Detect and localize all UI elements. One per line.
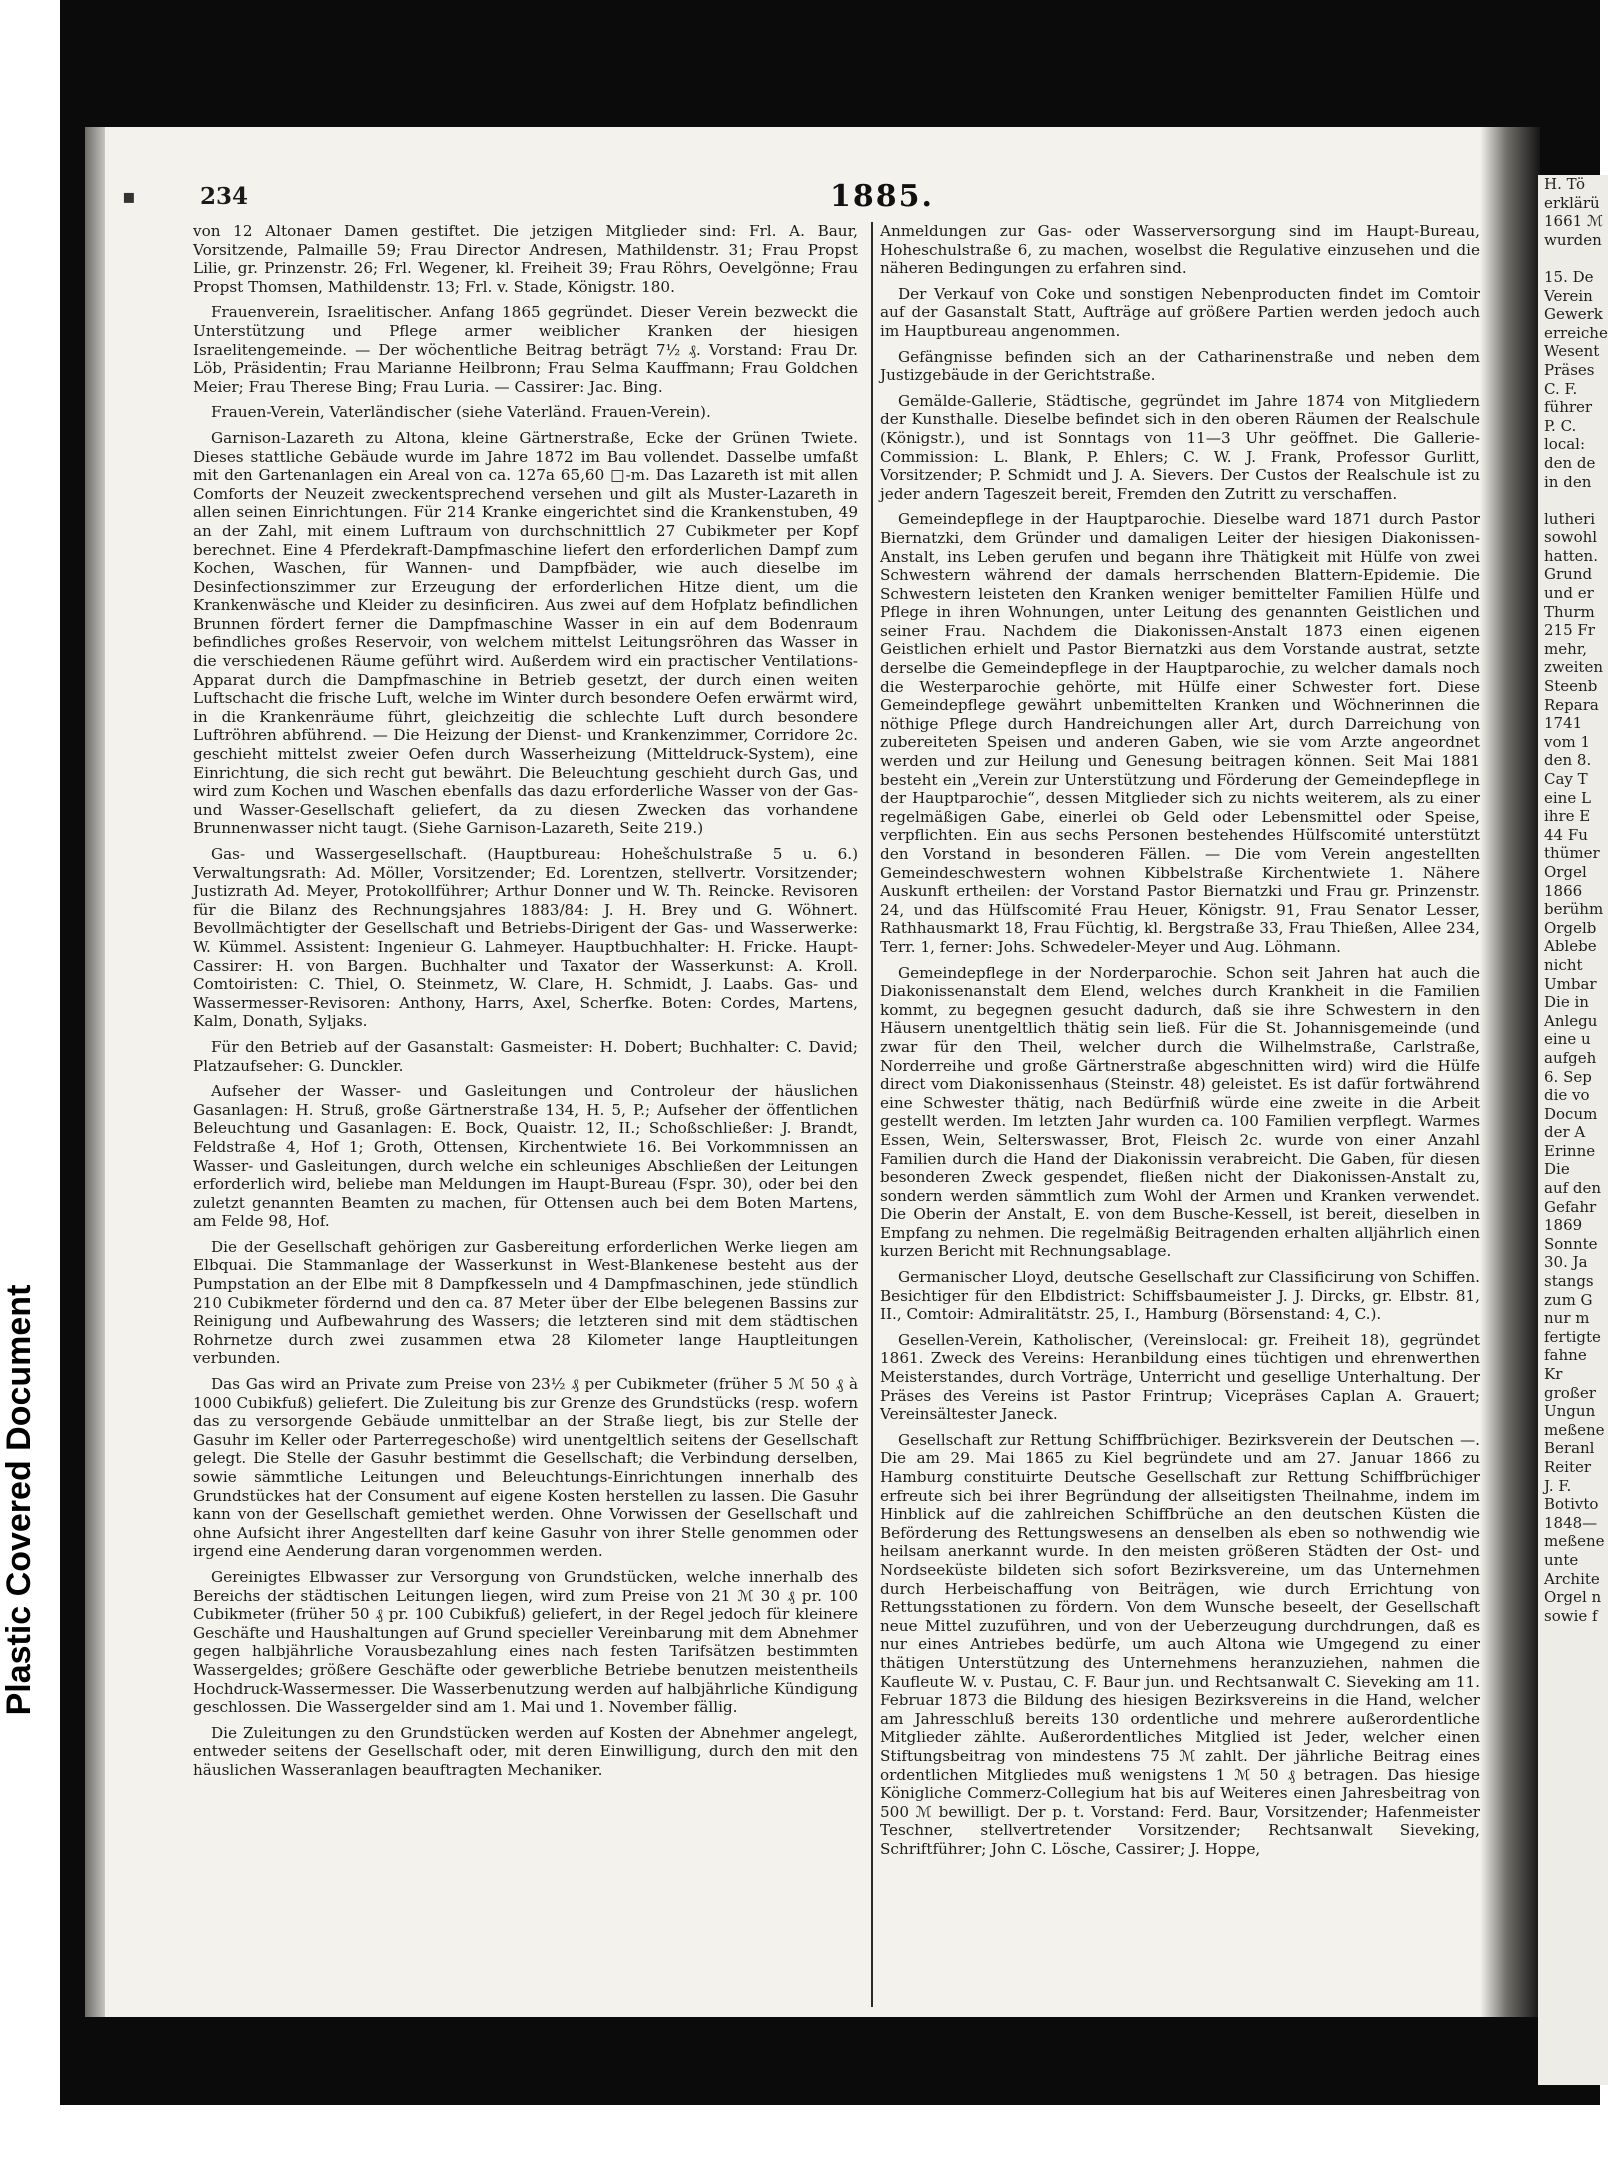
right-column-paragraph: Gesellschaft zur Rettung Schiffbrüchiger. Bezirksverein der Deutschen —. Die am 29. Mai 1865 zu Kiel begründete und am 27. Januar 1866 zu Hamburg constituirte Deutsche Gesellschaft zur Rettung Schiffbrüchiger erfreute sich bei ihrer Begründung der allseitigsten Theilnahme, indem im Hinblick auf die zahlreichen Schiffbrüche an den deutschen Küsten die Beförderung des Rettungswesens an denselben als eben so nothwendig wie heilsam anerkannt wurde. In den meisten größeren Städten der Ost- und Nordseeküste bildeten sich sofort Bezirksvereine, um das Unternehmen durch Herbeischaffung von Beiträgen, wie durch Errichtung von Rettungsstationen zu fördern. Von dem Wunsche beseelt, der Gesellschaft neue Mittel zuzuführen, und von der Ueberzeugung durchdrungen, daß es nur eines Antriebes bedürfe, um auch Altona wie Umgegend zu einer thätigen Unterstützung des Unternehmens heranzuziehen, nahmen die Kaufleute W. v. Pustau, C. F. Baur jun. und Rechtsanwalt C. Sieveking am 11. Februar 1873 die Bildung des hiesigen Bezirksvereins in die Hand, welcher am Jahresschluß bereits 130 ordentliche und mehrere außerordentliche Mitglieder zählte. Außerordentliches Mitglied ist Jeder, welcher einen Stiftungsbeitrag von mindestens 75 ℳ zahlt. Der jährliche Beitrag eines ordentlichen Mitgliedes muß wenigstens 1 ℳ 50 ₰ betragen. Das hiesige Königliche Commerz-Collegium hat bis auf Weiteres einen Jahresbeitrag von 500 ℳ bewilligt. Der p. t. Vorstand: Ferd. Baur, Vorsitzender; Hafenmeister Teschner, stellvertretender Vorsitzender; Rechtsanwalt Sieveking, Schriftführer; John C. Lösche, Cassirer; J. Hoppe, (880, 1430, 1480, 1858)
next-page-fragment: der A (1544, 1123, 1586, 1142)
right-column-paragraph: Gemeindepflege in der Norderparochie. Schon seit Jahren hat auch die Diakonissenanstalt dem Elend, welches durch Krankheit in die Familien kommt, zu begegnen gesucht dadurch, daß sie ihre Schwestern in den Häusern unentgeltlich thätig sein ließ. Für die St. Johannisgemeinde (und zwar für den Theil, welcher durch die Wilhelmstraße, Carlstraße, Norderreihe und große Gärtnerstraße abgeschnitten wird) wird die Hülfe direct vom Diakonissenhaus (Steinstr. 48) geleistet. Es ist dafür fortwährend eine Schwester thätig, nach Bedürfniß würde eine zweite in die Arbeit gestellt werden. Im letzten Jahr wurden ca. 100 Familien verpflegt. Warmes Essen, Wein, Selterswasser, Brot, Fleisch 2c. wurde von einer Anzahl Familien durch die Hand der Diakonissin verabreicht. Die Gaben, für diesen besonderen Zweck gespendet, fließen nicht der Diakonissen-Anstalt zu, sondern werden sämmtlich zum Wohl der Armen und Kranken verwendet. Die Oberin der Anstalt, E. von dem Busche-Kessell, ist bereit, dieselben in Empfang zu nehmen. Die regelmäßig Beitragenden erhalten alljährlich einen kurzen Bericht mit Rechnungsablage. (880, 963, 1480, 1261)
next-page-fragment: local: (1544, 435, 1586, 454)
next-page-fragment: H. Tö (1544, 175, 1586, 193)
page-edge-shadow (85, 127, 105, 2017)
next-page-fragment: zum G (1544, 1290, 1593, 1309)
next-page-fragment: hatten. (1544, 546, 1598, 565)
next-page-fragment: vom 1 (1544, 732, 1591, 751)
next-page-fragment: eine L (1544, 788, 1591, 807)
next-page-fragment: aufgeh (1544, 1048, 1597, 1067)
next-page-fragment: großer (1544, 1383, 1596, 1402)
next-page-fragment: berühm (1544, 900, 1604, 919)
next-page-fragment: Thurm (1544, 602, 1595, 621)
right-column-paragraph: Gesellen-Verein, Katholischer, (Vereinslocal: gr. Freiheit 18), gegründet 1861. Zweck des Vereins: Heranbildung eines tüchtigen und ehrenwerthen Meisterstandes, durch Vorträge, Unterricht und gesellige Unterhaltung. Der Präses des Vereins ist Pastor Frintrup; Vicepräses Caplan A. Grauert; Vereinsältester Janeck. (880, 1330, 1480, 1424)
next-page-fragment: nur m (1544, 1309, 1590, 1328)
left-column-paragraph: Gereinigtes Elbwasser zur Versorgung von Grundstücken, welche innerhalb des Bereichs der städtischen Leitungen liegen, wird zum Preise von 21 ℳ 30 ₰ pr. 100 Cubikmeter (früher 50 ₰ pr. 100 Cubikfuß) geliefert, in der Regel jedoch für kleinere Geschäfte und Haushaltungen auf Grund specieller Vereinbarung mit dem Abnehmer gegen halbjährliche Vorausbezahlung eines nach festen Tarifsätzen bestimmten Wassergeldes; größere Geschäfte oder gewerbliche Betriebe benutzen meistentheils Hochdruck-Wassermesser. Die Wasserbenutzung werden auf halbjährliche Kündigung geschlossen. Die Wassergelder sind am 1. Mai und 1. November fällig. (193, 1567, 858, 1717)
next-page-fragment: Archite (1544, 1569, 1600, 1588)
left-column-paragraph: Frauenverein, Israelitischer. Anfang 1865 gegründet. Dieser Verein bezweckt die Unterstützung und Pflege armer weiblicher Kranken der hiesigen Israelitengemeinde. — Der wöchentliche Beitrag beträgt 7½ ₰. Vorstand: Frau Dr. Löb, Präsidentin; Frau Marianne Heilbronn; Frau Selma Kauffmann; Frau Goldchen Meier; Frau Therese Bing; Frau Luria. — Cassirer: Jac. Bing. (193, 303, 858, 396)
book-spine (1480, 127, 1540, 2017)
column-divider (871, 222, 873, 2007)
right-column-paragraph: Anmeldungen zur Gas- oder Wasserversorgung sind im Haupt-Bureau, Hoheschulstraße 6, zu machen, woselbst die Regulative einzusehen und die näheren Bedingungen zu erfahren sind. (880, 222, 1480, 278)
page-number: 234 (200, 183, 249, 210)
next-page-fragment: Wesent (1544, 342, 1600, 361)
next-page-fragment: Repara (1544, 695, 1599, 714)
next-page-fragment: in den (1544, 472, 1592, 491)
next-page-fragment: erklärü (1544, 193, 1600, 212)
next-page-fragment: 1661 ℳ (1544, 212, 1603, 231)
next-page-fragment: Umbar (1544, 974, 1597, 993)
next-page-fragment: Ablebe (1544, 937, 1597, 956)
next-page-fragment: die vo (1544, 1086, 1590, 1105)
next-page-fragment: Anlegu (1544, 1011, 1598, 1030)
next-page-fragment: nicht (1544, 955, 1583, 974)
next-page-fragment: P. C. (1544, 416, 1577, 435)
next-page-fragment: meßene (1544, 1420, 1605, 1439)
next-page-fragment: unte (1544, 1550, 1579, 1569)
next-page-fragment: Reiter (1544, 1457, 1592, 1476)
next-page-fragment: Steenb (1544, 677, 1598, 696)
next-page-fragment (1538, 491, 1608, 510)
next-page-fragment: Grund (1544, 565, 1593, 584)
next-page-fragment: 1869 (1544, 1216, 1583, 1235)
next-page-fragment: 215 Fr (1544, 621, 1595, 640)
page-header (85, 179, 1480, 219)
next-page-fragment: meßene (1544, 1532, 1605, 1551)
next-page-edge (1538, 175, 1608, 2085)
next-page-fragment: 6. Sep (1544, 1067, 1592, 1086)
next-page-fragment: Botivto (1544, 1495, 1599, 1514)
next-page-fragment: Präses (1544, 360, 1595, 379)
next-page-fragment: erreiche (1544, 323, 1608, 342)
next-page-fragment (1538, 249, 1608, 268)
right-column-paragraph: Gefängnisse befinden sich an der Catharinenstraße und neben dem Justizgebäude in der Gerichtstraße. (880, 347, 1480, 385)
next-page-fragment: Gewerk (1544, 305, 1603, 324)
next-page-fragment: eine u (1544, 1030, 1591, 1049)
left-column-paragraph: Gas- und Wassergesellschaft. (Hauptbureau: Hohešchulstraße 5 u. 6.) Verwaltungsrath: Ad. Möller, Vorsitzender; Ed. Lorentzen, stellvertr. Vorsitzender; Justizrath Ad. Meyer, Protokollführer; Arthur Donner und W. Th. Reincke. Revisoren für die Bilanz des Rechnungsjahres 1883/84: J. H. Brey und G. Wöhnert. Bevollmächtigter der Gesellschaft und Betriebs-Dirigent der Gas- und Wasserwerke: W. Kümmel. Assistent: Ingenieur G. Lahmeyer. Hauptbuchhalter: H. Fricke. Haupt-Cassirer: H. von Bargen. Buchhalter und Taxator der Wasserkunst: A. Kroll. Comtoiristen: C. Thiel, O. Steinmetz, W. Clare, H. Schmidt, J. Laabs. Gas- und Wassermesser-Revisoren: Anthony, Harrs, Axel, Scherfke. Boten: Cordes, Martens, Kalm, Donath, Syljaks. (193, 845, 858, 1031)
next-page-fragment: auf den (1544, 1179, 1602, 1198)
next-page-fragment: Sonnte (1544, 1234, 1598, 1253)
next-page-fragment: den de (1544, 453, 1596, 472)
right-column-paragraph: Der Verkauf von Coke und sonstigen Nebenproducten findet im Comtoir auf der Gasanstalt Statt, Aufträge auf größere Partien werden jedoch auch im Hauptbureau angenommen. (880, 284, 1480, 340)
next-page-fragment: Orgel (1544, 862, 1587, 881)
column-right (880, 222, 1480, 1865)
next-page-fragment: sowie f (1544, 1606, 1598, 1625)
next-page-fragment: Cay T (1544, 770, 1588, 788)
next-page-fragment: Beranl (1544, 1439, 1595, 1458)
next-page-fragment: Verein (1544, 286, 1593, 305)
left-column-paragraph: Garnison-Lazareth zu Altona, kleine Gärtnerstraße, Ecke der Grünen Twiete. Dieses stattliche Gebäude wurde im Jahre 1872 im Bau vollendet. Dasselbe umfaßt mit den Gartenanlagen ein Areal von ca. 127a 65,60 □-m. Das Lazareth ist mit allen Comforts der Neuzeit zweckentsprechend versehen und gilt als Muster-Lazareth in allen seinen Einrichtungen. Für 214 Kranke eingerichtet sind die Krankenstuben, 49 an der Zahl, mit einem Luftraum von durchschnittlich 27 Cubikmeter per Kopf berechnet. Eine 4 Pferdekraft-Dampfmaschine liefert den erforderlichen Dampf zum Kochen, Waschen, für Wannen- und Dampfbäder, wie auch dieselbe im Desinfectionszimmer zur Erzeugung der erforderlichen Hitze dient, um die Krankenwäsche und Kleider zu desinficiren. Aus zwei auf dem Hofplatz befindlichen Brunnen fördert ferner die Dampfmaschine Wasser in ein auf dem Bodenraum befindliches großes Reservoir, von welchem mittelst Leitungsröhren das Wasser in die verschiedenen Räume geführt wird. Außerdem wird ein practischer Ventilations-Apparat durch die Dampfmaschine in Betrieb gesetzt, der durch einen weiten Luftschacht die frische Luft, welche im Winter durch besondere Oefen erwärmt wird, in die Krankenräume führt, gleichzeitig die schlechte Luft durch besondere Luftröhren abführend. — Die Heizung der Dienst- und Krankenzimmer, Corridore 2c. geschieht mittelst zweier Oefen durch Wasserheizung (Mitteldruck-System), eine Einrichtung, die sich recht gut bewährt. Die Beleuchtung geschieht durch Gas, und wird zum Kochen und Waschen ebenfalls das dazu erforderliche Wasser von der Gas- und Wasser-Gesellschaft geliefert, da zu diesen Zwecken das vorhandene Brunnenwasser nicht taugt. (Siehe Garnison-Lazareth, Seite 219.) (193, 428, 858, 838)
next-page-fragment: Kr (1544, 1365, 1563, 1383)
side-label (0, 1284, 40, 1716)
next-page-fragment: Gefahr (1544, 1197, 1597, 1216)
right-column-paragraph: Gemeindepflege in der Hauptparochie. Dieselbe ward 1871 durch Pastor Biernatzki, dem Gründer und damaligen Leiter der hiesigen Diakonissen-Anstalt, ins Leben gerufen und begann ihre Thätigkeit mit Hülfe von zwei Schwestern während der damals herrschenden Blattern-Epidemie. Die Schwestern leisteten den Kranken weniger bemittelter Familien Hülfe und Pflege in ihren Wohnungen, unter Leitung des genannten Geistlichen und seiner Frau. Nachdem die Diakonissen-Anstalt 1873 einen eigenen Geistlichen erhielt und Pastor Biernatzki aus dem Vorstande austrat, setzte derselbe die Gemeindepflege in der Hauptparochie, zu welcher damals noch die Westerparochie gehörte, mit Hülfe einer Schwester fort. Diese Gemeindepflege gewährt unbemittelten Kranken und Wöchnerinnen die nöthige Pflege durch Handreichungen aller Art, durch Darreichung von zubereiteten Speisen und anderen Gaben, wie sie vom Arzte angeordnet werden und zur Heilung und Genesung beitragen können. Seit Mai 1881 besteht ein „Verein zur Unterstützung und Förderung der Gemeindepflege in der Hauptparochie“, dessen Mitglieder sich zu nichts weiterem, als zu einer regelmäßigen Gabe, einerlei ob Geld oder Lebensmittel oder Speise, verpflichten. Ein aus sechs Personen bestehendes Hülfscomité unterstützt den Vorstand in besonderen Fällen. — Die vom Verein angestellten Gemeindeschwestern wohnen Kibbelstraße Kirchentwiete 1. Nähere Auskunft ertheilen: der Vorstand Pastor Biernatzki und Frau gr. Prinzenstr. 24, und das Hülfscomité Frau Heuer, Königstr. 91, Frau Senator Lesser, Rathhausmarkt 18, Frau Füchtig, kl. Bergstraße 33, Frau Thießen, Allee 234, Terr. 1, ferner: Johs. Schwedeler-Meyer und Aug. Löhmann. (880, 510, 1480, 956)
next-page-fragment: 30. Ja (1544, 1253, 1588, 1272)
right-column-paragraph: Gemälde-Gallerie, Städtische, gegründet im Jahre 1874 von Mitgliedern der Kunsthalle. Dieselbe befindet sich in den oberen Räumen der Realschule (Königstr.), und ist Sonntags von 11—3 Uhr geöffnet. Die Gallerie-Commission: L. Blank, P. Ehlers; C. W. J. Frank, Professor Gurlitt, Vorsitzender; P. Schmidt und J. A. Sievers. Der Custos der Realschule ist zu jeder andern Tageszeit bereit, Fremden den Zutritt zu verschaffen. (880, 391, 1480, 503)
next-page-fragment: Ungun (1544, 1402, 1596, 1421)
next-page-fragment: Erinne (1544, 1141, 1596, 1160)
next-page-fragment: 44 Fu (1544, 825, 1588, 844)
left-column-paragraph: Die Zuleitungen zu den Grundstücken werden auf Kosten der Abnehmer angelegt, entweder seitens der Gesellschaft oder, mit deren Einwilligung, durch den mit den häuslichen Wasseranlagen beauftragten Mechaniker. (193, 1723, 858, 1779)
left-column-paragraph: Das Gas wird an Private zum Preise von 23½ ₰ per Cubikmeter (früher 5 ℳ 50 ₰ à 1000 Cubikfuß) geliefert. Die Zuleitung bis zur Grenze des Grundstücks (resp. wofern das zu versorgende Gebäude unmittelbar an der Straße liegt, bis zur Stelle der Gasuhr im Keller oder Parterregeschoße) wird unentgeltlich seitens der Gesellschaft gelegt. Die Stelle der Gasuhr bestimmt die Gesellschaft; die Verbindung derselben, sowie sämmtliche Leitungen und Beleuchtungs-Einrichtungen innerhalb des Grundstückes hat der Consument auf eigene Kosten herstellen zu lassen. Die Gasuhr kann von der Gesellschaft gemiethet werden. Ohne Vorwissen der Gesellschaft und ohne Aufsicht ihrer Angestellten darf keine Gasuhr von ihrer Stelle genommen oder irgend eine Aenderung daran vorgenommen werden. (193, 1375, 858, 1561)
next-page-fragment: Die (1544, 1160, 1570, 1179)
next-page-fragment: lutheri (1544, 509, 1595, 528)
next-page-fragment: 1741 (1544, 714, 1583, 733)
next-page-fragment: stangs (1544, 1272, 1594, 1291)
next-page-fragment: thümer (1544, 844, 1600, 863)
next-page-fragment: den 8. (1544, 751, 1592, 770)
scan-frame (60, 0, 1608, 2105)
next-page-fragment: Orgelb (1544, 918, 1597, 937)
next-page-fragment: sowohl (1544, 528, 1598, 547)
next-page-fragment: Orgel n (1544, 1588, 1602, 1607)
next-page-fragment: ihre E (1544, 807, 1591, 826)
left-column-paragraph: Frauen-Verein, Vaterländischer (siehe Vaterländ. Frauen-Verein). (211, 403, 711, 422)
next-page-fragment: mehr, (1544, 639, 1588, 658)
next-page-fragment: 1866 (1544, 881, 1583, 900)
next-page-fragment: 15. De (1544, 267, 1594, 286)
next-page-fragment: wurden (1544, 230, 1602, 249)
next-page-fragment: und er (1544, 584, 1594, 603)
left-column-paragraph: Aufseher der Wasser- und Gasleitungen und Controleur der häuslichen Gasanlagen: H. Struß, große Gärtnerstraße 134, H. 5, P.; Aufseher der öffentlichen Beleuchtung und Gasanlagen: E. Bock, Quaistr. 12, II.; Schoßschließer: J. Brandt, Feldstraße 4, Hof 1; Groth, Ottensen, Kirchentwiete 16. Bei Vorkommnissen an Wasser- und Gasleitungen, durch welche ein schleuniges Abschließen der Leitungen erforderlich wird, beliebe man Meldungen im Haupt-Bureau (Fspr. 30), oder bei den zuletzt genannten Beamten zu machen, für Ottensen auch bei dem Boten Martens, am Felde 98, Hof. (193, 1082, 858, 1231)
next-page-fragment: fertigte (1544, 1327, 1601, 1346)
right-column-paragraph: Germanischer Lloyd, deutsche Gesellschaft zur Classificirung von Schiffen. Besichtiger für den Elbdistrict: Schiffsbaumeister J. J. Dircks, gr. Elbstr. 81, II., Comtoir: Admiralitätstr. 25, I., Hamburg (Börsenstand: 4, C.). (880, 1268, 1480, 1324)
next-page-fragment: J. F. (1544, 1476, 1572, 1495)
side-label-text: Plastic Covered Document (0, 1284, 38, 1716)
page-year: 1885. (830, 179, 934, 214)
next-page-fragment: C. F. (1544, 379, 1578, 398)
next-page-fragment: 1848— (1544, 1513, 1598, 1532)
next-page-fragment: Docum (1544, 1104, 1598, 1123)
left-column-paragraph: von 12 Altonaer Damen gestiftet. Die jetzigen Mitglieder sind: Frl. A. Baur, Vorsitzende, Palmaille 59; Frau Director Andresen, Mathildenstr. 31; Frau Propst Lilie, gr. Prinzenstr. 26; Frl. Wegener, kl. Freiheit 39; Frau Röhrs, Oevelgönne; Frau Propst Thomsen, Mathildenstr. 13; Frl. v. Stade, Königstr. 180. (193, 222, 858, 296)
next-page-fragment: Die in (1544, 993, 1589, 1012)
book-page (85, 127, 1480, 2017)
column-left (193, 222, 858, 1787)
next-page-fragment: zweiten (1544, 658, 1603, 677)
next-page-fragment: fahne (1544, 1346, 1587, 1365)
page-mark: ▪ (122, 184, 136, 208)
left-column-paragraph: Die der Gesellschaft gehörigen zur Gasbereitung erforderlichen Werke liegen am Elbquai. Die Stammanlage der Wasserkunst in West-Blankenese besteht aus der Pumpstation an der Elbe mit 8 Dampfkesseln und 4 Dampfmaschinen, jede stündlich 210 Cubikmeter fördernd und den ca. 87 Meter über der Elbe belegenen Bassins zur Reinigung und Aufbewahrung des Wassers; die letzteren sind mit dem städtischen Rohrnetze durch zwei zusammen etwa 28 Kilometer lange Hauptleitungen verbunden. (193, 1237, 858, 1368)
next-page-fragment: führer (1544, 398, 1593, 417)
left-column-paragraph: Für den Betrieb auf der Gasanstalt: Gasmeister: H. Dobert; Buchhalter: C. David; Platzaufseher: G. Dunckler. (193, 1037, 858, 1075)
